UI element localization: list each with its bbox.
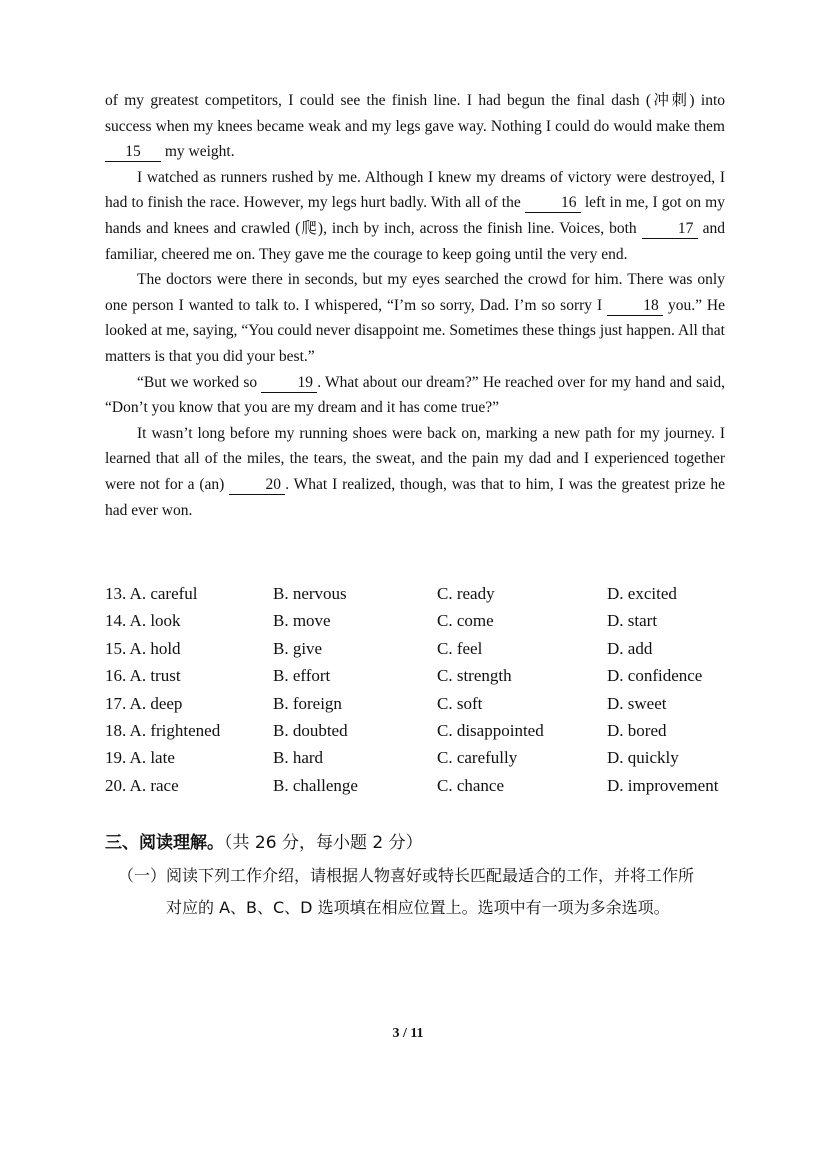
blank-20: 20 — [229, 476, 285, 495]
paragraph-1 — [105, 88, 725, 165]
option-a: 20. A. race — [105, 775, 179, 795]
section-instruction — [118, 860, 748, 924]
option-c: C. feel — [437, 638, 483, 658]
option-b: B. effort — [273, 666, 331, 686]
option-d: D. start — [607, 611, 658, 631]
paragraph-text: . What about our dream?” He reached over for my hand and said, “Don’t you know that you are my dream and it has come true?” — [105, 373, 725, 417]
paragraph-4 — [105, 370, 725, 421]
option-a: 14. A. look — [105, 611, 181, 631]
option-row-15 — [105, 635, 745, 662]
blank-17: 17 — [642, 220, 698, 239]
option-d: D. excited — [607, 584, 677, 603]
option-c: C. soft — [437, 693, 483, 713]
option-a: 18. A. frightened — [105, 720, 221, 740]
paragraph-text: It wasn’t long before my running shoes were back on, marking a new path for my journey. I learned that all of the miles, the tears, the sweat, and the pain my dad and I experienced together were not for a (an) — [105, 424, 725, 493]
paragraph-text: “But we worked so — [137, 373, 262, 391]
option-b: B. doubted — [273, 720, 348, 740]
paragraph-text: I watched as runners rushed by me. Although I knew my dreams of victory were destroyed, I had to finish the race. However, my legs hurt badly. With all of the — [105, 168, 725, 212]
option-b: B. foreign — [273, 693, 342, 713]
paragraph-text: The doctors were there in seconds, but my eyes searched the crowd for him. There was only one person I wanted to talk to. I whispered, “I’m so sorry, Dad. I’m so sorry I — [105, 271, 725, 314]
paragraph-text: left in me, I got on my hands and knees and crawled (爬), inch by inch, across the finish line. Voices, both — [105, 194, 725, 237]
option-a: 15. A. hold — [105, 638, 181, 658]
option-row-16 — [105, 662, 745, 689]
option-b: B. challenge — [273, 775, 358, 795]
option-c: C. disappointed — [437, 720, 544, 740]
option-c: C. ready — [437, 584, 495, 603]
option-c: C. chance — [437, 775, 505, 795]
option-d: D. sweet — [607, 693, 667, 713]
option-a: 17. A. deep — [105, 693, 183, 713]
instruction-line-1: （一）阅读下列工作介绍，请根据人物喜好或特长匹配最适合的工作，并将工作所 — [118, 866, 695, 885]
option-c: C. strength — [437, 666, 512, 686]
option-row-14 — [105, 607, 745, 634]
option-d: D. confidence — [607, 666, 703, 686]
blank-19: 19 — [261, 374, 317, 393]
paragraph-text: you.” He looked at me, saying, “You could never disappoint me. Sometimes these things just happen. All that matters is that you did your best.” — [105, 296, 725, 365]
paragraph-text: of my greatest competitors, I could see the finish line. I had begun the final dash (冲刺) into success when my knees became weak and my legs gave way. Nothing I could do would make them — [105, 92, 725, 135]
section-heading — [105, 828, 423, 853]
paragraph-text: and familiar, cheered me on. They gave me the courage to keep going until the very end. — [105, 219, 726, 263]
option-d: D. bored — [607, 720, 667, 740]
section-score: （共 26 分，每小题 2 分） — [224, 833, 423, 853]
option-row-18 — [105, 717, 745, 744]
option-row-17 — [105, 690, 745, 717]
option-row-20 — [105, 772, 745, 799]
option-a: 19. A. late — [105, 748, 175, 768]
answer-options — [105, 580, 745, 799]
option-a: 16. A. trust — [105, 666, 181, 686]
blank-16: 16 — [525, 194, 581, 213]
paragraph-text: my weight. — [161, 143, 235, 161]
paragraph-3 — [105, 267, 725, 369]
option-row-13 — [105, 580, 745, 607]
blank-15: 15 — [105, 143, 161, 162]
option-b: B. hard — [273, 748, 324, 768]
page-number: 3 / 11 — [392, 1026, 424, 1041]
option-b: B. move — [273, 611, 331, 631]
option-d: D. add — [607, 638, 653, 658]
option-d: D. quickly — [607, 748, 679, 768]
option-d: D. improvement — [607, 775, 719, 795]
section-title: 三、阅读理解。 — [105, 833, 224, 853]
option-b: B. nervous — [273, 584, 347, 603]
option-a: 13. A. careful — [105, 584, 198, 603]
paragraph-2 — [105, 165, 725, 267]
cloze-passage — [105, 88, 725, 523]
option-c: C. carefully — [437, 748, 518, 768]
blank-18: 18 — [607, 297, 663, 316]
paragraph-text: . What I realized, though, was that to him, I was the greatest prize he had ever won. — [105, 475, 725, 519]
paragraph-5 — [105, 421, 725, 523]
option-row-19 — [105, 744, 745, 771]
option-c: C. come — [437, 611, 494, 631]
instruction-line-2: 对应的 A、B、C、D 选项填在相应位置上。选项中有一项为多余选项。 — [166, 898, 670, 917]
option-b: B. give — [273, 638, 323, 658]
